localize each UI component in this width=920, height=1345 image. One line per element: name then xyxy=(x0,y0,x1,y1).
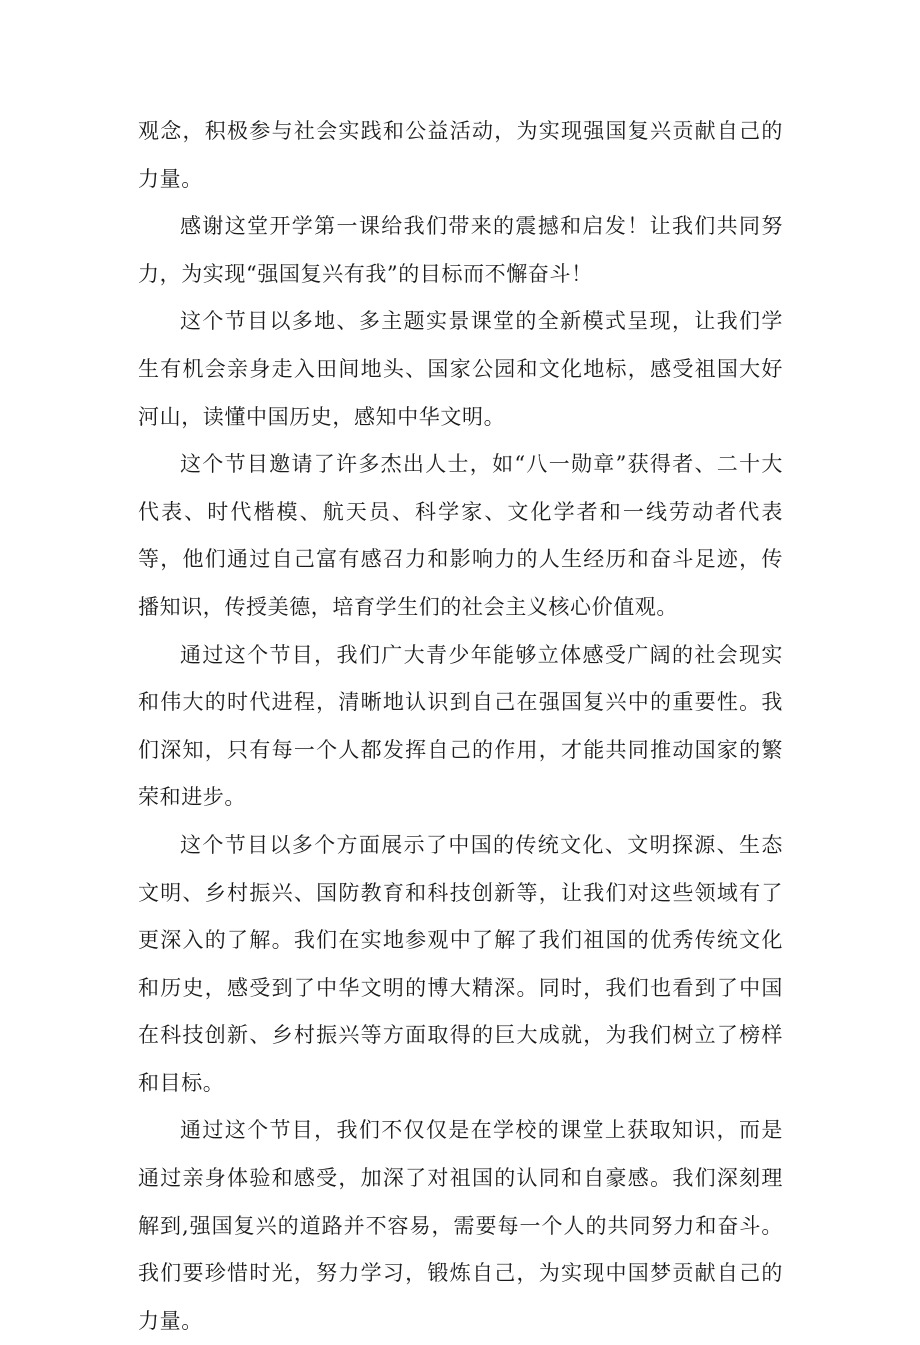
paragraph-continuation: 观念，积极参与社会实践和公益活动，为实现强国复兴贡献自己的力量。 xyxy=(138,119,783,191)
paragraph-youth: 通过这个节目，我们广大青少年能够立体感受广阔的社会现实和伟大的时代进程，清晰地认识到自己在强国复兴中的重要性。我们深知，只有每一个人都发挥自己的作用，才能共同推动国家的繁荣和进步。 xyxy=(138,642,783,810)
paragraph-format: 这个节目以多地、多主题实景课堂的全新模式呈现，让我们学生有机会亲身走入田间地头、国家公园和文化地标，感受祖国大好河山，读懂中国历史，感知中华文明。 xyxy=(138,309,783,429)
document-page xyxy=(138,108,783,1345)
paragraph-aspects: 这个节目以多个方面展示了中国的传统文化、文明探源、生态文明、乡村振兴、国防教育和科技创新等，让我们对这些领域有了更深入的了解。我们在实地参观中了解了我们祖国的优秀传统文化和历史，感受到了中华文明的博大精深。同时，我们也看到了中国在科技创新、乡村振兴等方面取得的巨大成就，为我们树立了榜样和目标。 xyxy=(138,832,783,1095)
paragraph-conclusion: 通过这个节目，我们不仅仅是在学校的课堂上获取知识，而是通过亲身体验和感受，加深了对祖国的认同和自豪感。我们深刻理解到,强国复兴的道路并不容易，需要每一个人的共同努力和奋斗。我们要珍惜时光，努力学习，锻炼自己，为实现中国梦贡献自己的力量。 xyxy=(138,1118,783,1333)
paragraph-thanks: 感谢这堂开学第一课给我们带来的震撼和启发！让我们共同努力，为实现“强国复兴有我”的目标而不懈奋斗！ xyxy=(138,214,783,286)
paragraph-guests: 这个节目邀请了许多杰出人士，如“八一勋章”获得者、二十大代表、时代楷模、航天员、科学家、文化学者和一线劳动者代表等，他们通过自己富有感召力和影响力的人生经历和奋斗足迹，传播知识，传授美德，培育学生们的社会主义核心价值观。 xyxy=(138,452,783,619)
